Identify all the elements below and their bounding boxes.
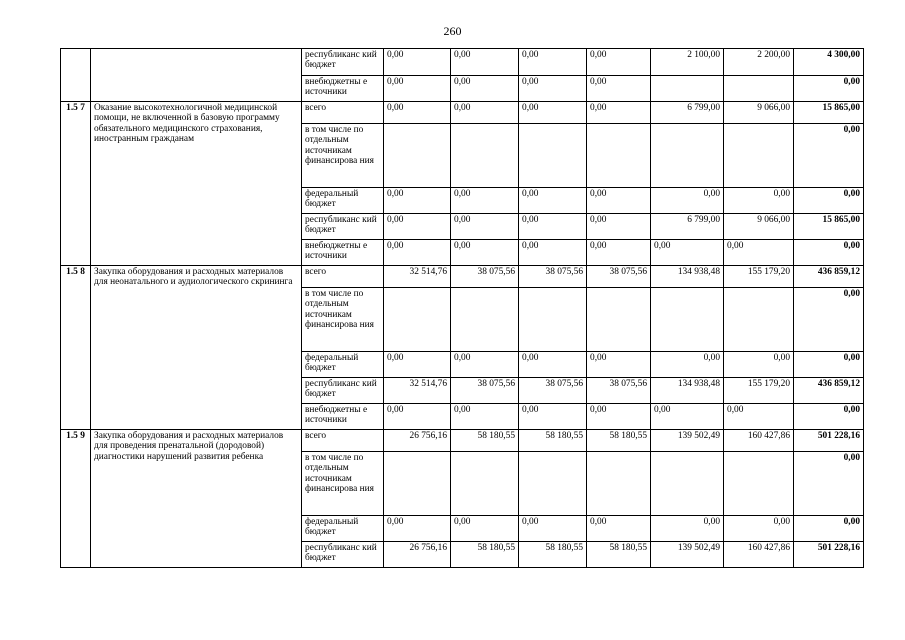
value-cell: 0,00 [724,352,794,378]
value-cell: 26 756,16 [384,430,451,452]
total-cell: 0,00 [794,516,864,542]
page-number: 260 [443,24,462,38]
value-cell: 0,00 [519,188,587,214]
value-cell: 38 075,56 [519,378,587,404]
value-cell: 58 180,55 [451,542,519,568]
item-code: 1.5 9 [61,430,91,568]
source-cell: всего [302,430,384,452]
total-cell: 0,00 [794,240,864,266]
value-cell [724,288,794,352]
value-cell: 58 180,55 [587,430,651,452]
value-cell: 0,00 [519,76,587,102]
source-cell: всего [302,102,384,124]
value-cell [724,124,794,188]
source-cell: республиканс кий бюджет [302,214,384,240]
value-cell: 0,00 [587,240,651,266]
source-cell: в том числе по отдельным источникам финансирова ния [302,124,384,188]
value-cell: 0,00 [651,516,724,542]
value-cell: 2 200,00 [724,49,794,76]
value-cell [651,124,724,188]
value-cell: 0,00 [651,240,724,266]
source-cell: в том числе по отдельным источникам финансирова ния [302,288,384,352]
value-cell: 0,00 [384,352,451,378]
source-cell: федеральный бюджет [302,188,384,214]
value-cell: 0,00 [451,102,519,124]
value-cell: 32 514,76 [384,378,451,404]
total-cell: 0,00 [794,452,864,516]
source-cell: внебюджетны е источники [302,76,384,102]
source-cell: внебюджетны е источники [302,240,384,266]
value-cell: 0,00 [724,188,794,214]
value-cell: 0,00 [724,240,794,266]
value-cell: 58 180,55 [519,430,587,452]
item-code: 1.5 7 [61,102,91,266]
budget-table [60,48,864,568]
value-cell: 0,00 [451,76,519,102]
value-cell [587,452,651,516]
value-cell: 160 427,86 [724,542,794,568]
value-cell: 0,00 [451,516,519,542]
value-cell: 0,00 [451,240,519,266]
value-cell: 155 179,20 [724,266,794,288]
total-cell: 0,00 [794,288,864,352]
value-cell: 38 075,56 [519,266,587,288]
total-cell: 436 859,12 [794,378,864,404]
value-cell [651,76,724,102]
total-cell: 0,00 [794,404,864,430]
value-cell [651,288,724,352]
total-cell: 0,00 [794,352,864,378]
source-cell: федеральный бюджет [302,516,384,542]
value-cell [651,452,724,516]
value-cell: 9 066,00 [724,214,794,240]
value-cell [519,124,587,188]
value-cell: 0,00 [519,352,587,378]
value-cell: 26 756,16 [384,542,451,568]
value-cell: 139 502,49 [651,430,724,452]
value-cell: 0,00 [384,404,451,430]
value-cell [384,452,451,516]
value-cell: 6 799,00 [651,102,724,124]
total-cell: 0,00 [794,76,864,102]
source-cell: республиканс кий бюджет [302,49,384,76]
value-cell: 2 100,00 [651,49,724,76]
value-cell: 0,00 [587,352,651,378]
value-cell: 155 179,20 [724,378,794,404]
value-cell: 0,00 [587,188,651,214]
item-code: 1.5 8 [61,266,91,430]
value-cell: 0,00 [519,404,587,430]
item-name: Закупка оборудования и расходных материалов для неонатального и аудиологического скрининга [91,266,302,430]
value-cell: 0,00 [384,188,451,214]
value-cell: 58 180,55 [451,430,519,452]
value-cell [451,452,519,516]
value-cell [451,124,519,188]
value-cell [451,288,519,352]
source-cell: в том числе по отдельным источникам финансирова ния [302,452,384,516]
item-name: Закупка оборудования и расходных материалов для проведения пренатальной (дородовой) диагностики нарушений развития ребенка [91,430,302,568]
table-row [61,102,864,124]
value-cell: 38 075,56 [587,378,651,404]
value-cell: 139 502,49 [651,542,724,568]
value-cell: 0,00 [384,76,451,102]
value-cell: 0,00 [384,240,451,266]
value-cell: 0,00 [451,404,519,430]
value-cell: 160 427,86 [724,430,794,452]
value-cell [519,288,587,352]
value-cell: 58 180,55 [519,542,587,568]
source-cell: внебюджетны е источники [302,404,384,430]
value-cell: 0,00 [651,352,724,378]
value-cell: 134 938,48 [651,378,724,404]
value-cell [724,452,794,516]
value-cell: 0,00 [587,214,651,240]
value-cell [384,288,451,352]
total-cell: 0,00 [794,188,864,214]
value-cell: 0,00 [384,214,451,240]
value-cell: 0,00 [519,240,587,266]
source-cell: федеральный бюджет [302,352,384,378]
value-cell: 0,00 [451,352,519,378]
value-cell: 0,00 [519,49,587,76]
value-cell: 0,00 [587,76,651,102]
value-cell [724,76,794,102]
value-cell: 0,00 [384,516,451,542]
value-cell [587,124,651,188]
value-cell [519,452,587,516]
total-cell: 436 859,12 [794,266,864,288]
table-row [61,430,864,452]
value-cell: 0,00 [587,404,651,430]
source-cell: всего [302,266,384,288]
total-cell: 501 228,16 [794,430,864,452]
value-cell: 58 180,55 [587,542,651,568]
value-cell: 0,00 [451,214,519,240]
name-cell [91,49,302,102]
value-cell: 0,00 [519,214,587,240]
table-row [61,49,864,76]
value-cell: 134 938,48 [651,266,724,288]
value-cell: 0,00 [451,188,519,214]
value-cell: 32 514,76 [384,266,451,288]
total-cell: 15 865,00 [794,214,864,240]
value-cell: 0,00 [587,516,651,542]
value-cell: 0,00 [519,102,587,124]
value-cell: 38 075,56 [451,378,519,404]
value-cell: 0,00 [384,102,451,124]
total-cell: 0,00 [794,124,864,188]
value-cell: 0,00 [651,404,724,430]
total-cell: 4 300,00 [794,49,864,76]
value-cell [384,124,451,188]
value-cell: 0,00 [384,49,451,76]
value-cell: 0,00 [587,49,651,76]
value-cell: 6 799,00 [651,214,724,240]
value-cell: 9 066,00 [724,102,794,124]
value-cell: 38 075,56 [451,266,519,288]
value-cell: 0,00 [651,188,724,214]
value-cell: 0,00 [587,102,651,124]
value-cell: 0,00 [519,516,587,542]
table-row [61,266,864,288]
total-cell: 501 228,16 [794,542,864,568]
source-cell: республиканс кий бюджет [302,542,384,568]
value-cell: 38 075,56 [587,266,651,288]
value-cell: 0,00 [724,404,794,430]
value-cell [587,288,651,352]
value-cell: 0,00 [451,49,519,76]
item-name: Оказание высокотехнологичной медицинской помощи, не включенной в базовую программу обязательного медицинского страхования, иностранным гражданам [91,102,302,266]
code-cell [61,49,91,102]
source-cell: республиканс кий бюджет [302,378,384,404]
total-cell: 15 865,00 [794,102,864,124]
value-cell: 0,00 [724,516,794,542]
